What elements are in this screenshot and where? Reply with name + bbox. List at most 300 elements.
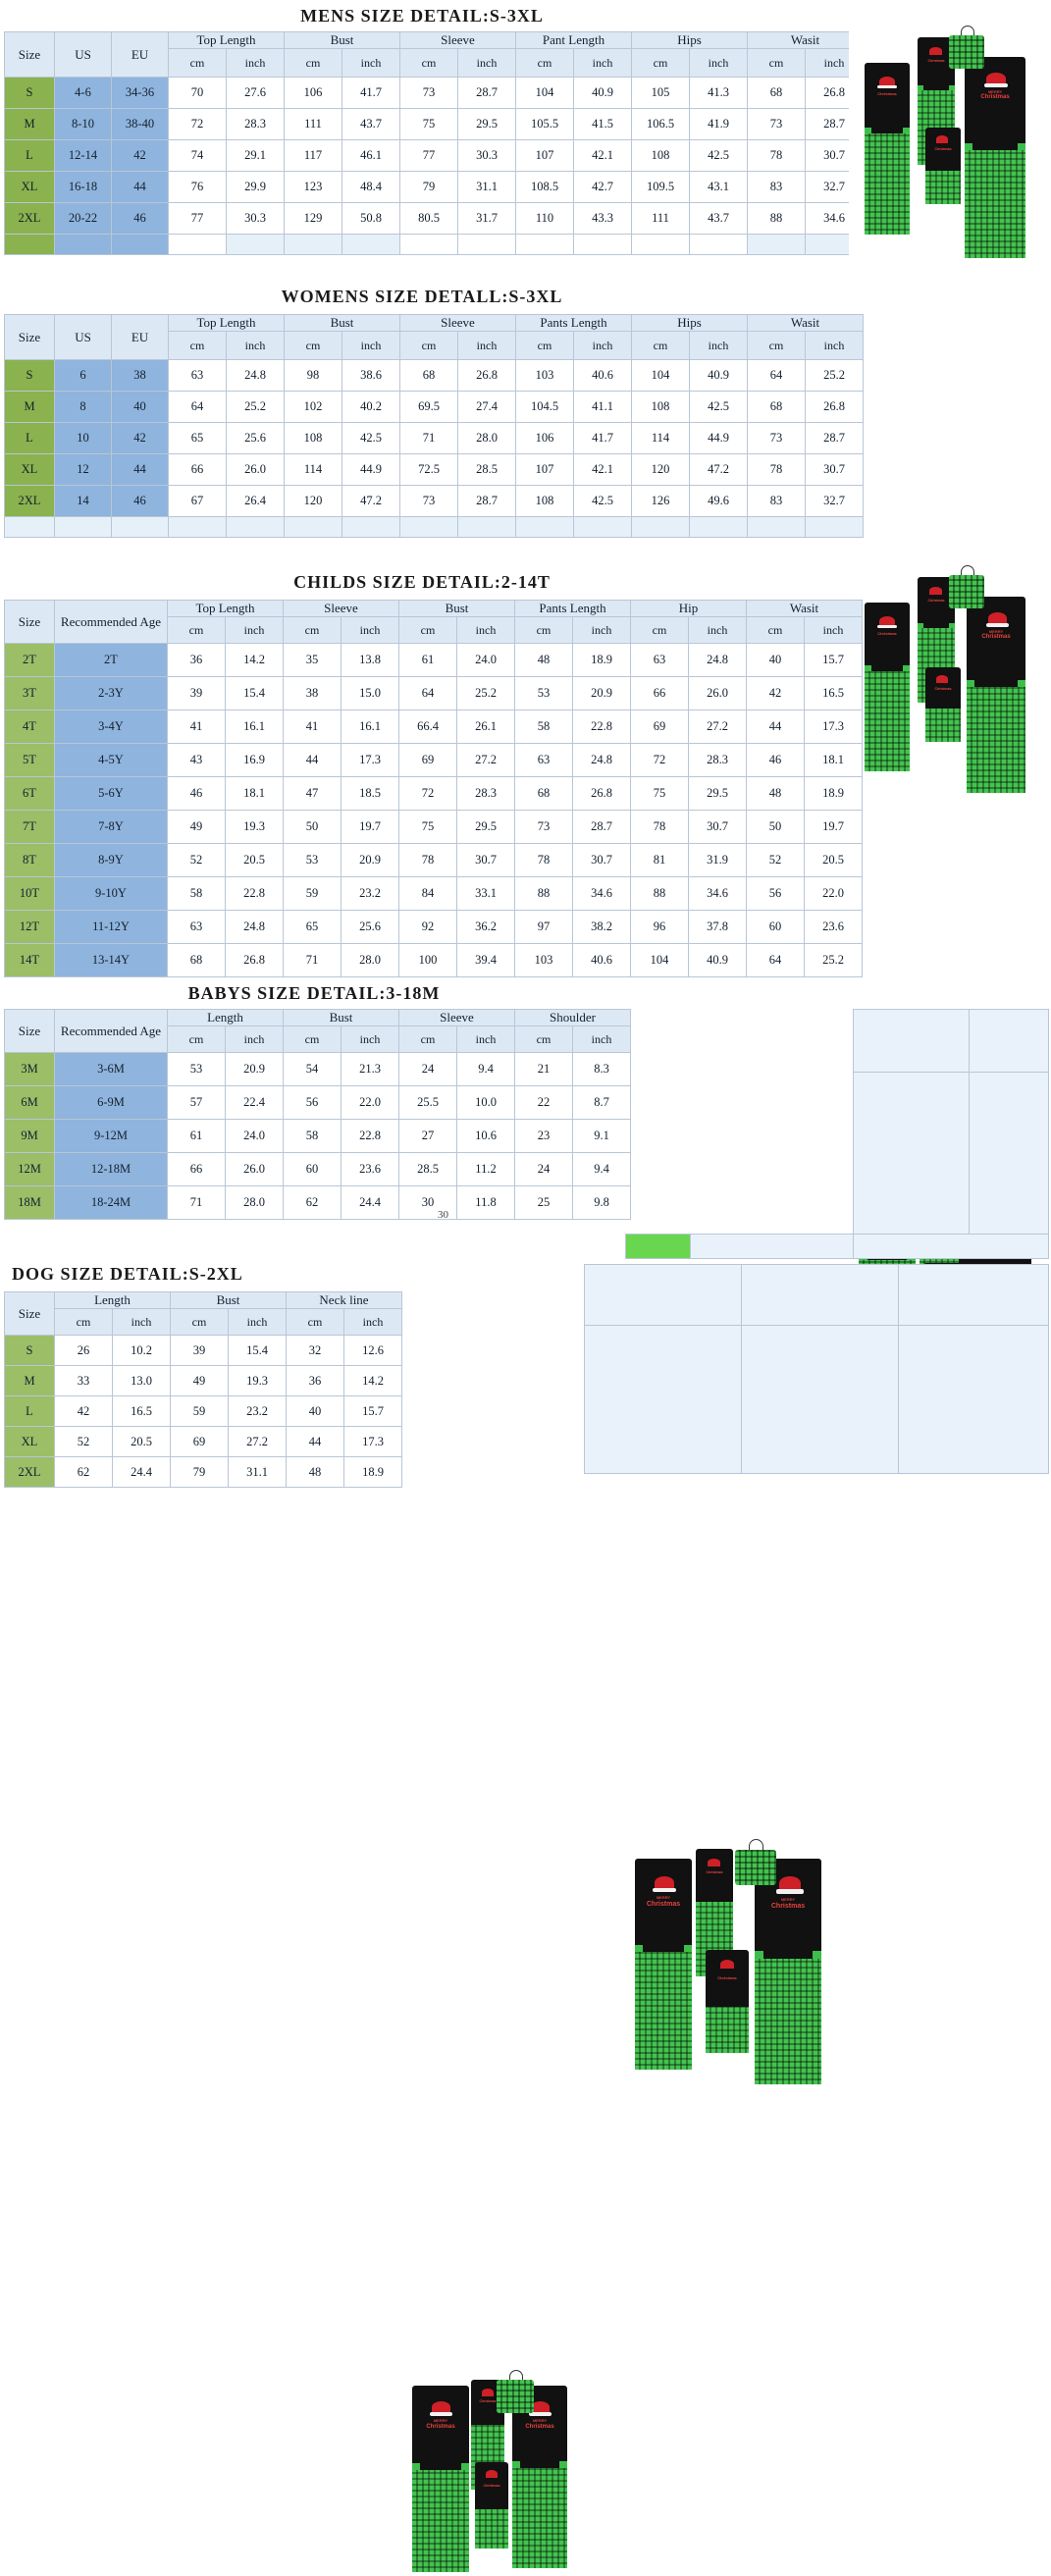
- table-unit-row: [5, 1309, 402, 1336]
- cell-size: M: [5, 392, 55, 423]
- cell-value: 30.7: [806, 140, 864, 172]
- santa-hat-print: [720, 1960, 734, 1969]
- cell-value: 50.8: [342, 203, 400, 235]
- cell-value: 32: [287, 1336, 344, 1366]
- cell-value: 71: [168, 1186, 226, 1220]
- cell-size: 2XL: [5, 486, 55, 517]
- table-header-row: [5, 1010, 631, 1026]
- cell-value: 15.7: [805, 644, 863, 677]
- filler-cell: [55, 517, 112, 538]
- cell-us: 8: [55, 392, 112, 423]
- cell-value: 111: [632, 203, 690, 235]
- cell-value: 42: [747, 677, 805, 710]
- col-top-length: Top Length: [168, 601, 284, 617]
- cell-value: 29.5: [689, 777, 747, 811]
- table-row: [5, 1427, 402, 1457]
- size-table-dog: [4, 1291, 402, 1488]
- cell-value: 24: [399, 1053, 457, 1086]
- cell-value: 33: [55, 1366, 113, 1396]
- unit-inch: inch: [806, 332, 864, 360]
- cell-us: 12: [55, 454, 112, 486]
- table-row: [5, 911, 863, 944]
- cell-value: 104.5: [516, 392, 574, 423]
- cell-value: 27.2: [229, 1427, 287, 1457]
- cell-value: 39.4: [457, 944, 515, 977]
- cell-value: 41.7: [342, 78, 400, 109]
- cell-value: 16.1: [342, 710, 399, 744]
- cell-value: 56: [747, 877, 805, 911]
- cell-value: 25.6: [342, 911, 399, 944]
- dog-pyjama-hanger: [495, 2370, 536, 2415]
- cell-value: 71: [400, 423, 458, 454]
- unit-inch: inch: [574, 332, 632, 360]
- santa-hat-print: [482, 2389, 494, 2396]
- cell-value: 21.3: [342, 1053, 399, 1086]
- cell-value: 24.4: [342, 1186, 399, 1220]
- print-text-christmas: Christmas: [717, 1975, 737, 1980]
- cell-value: 9.4: [573, 1153, 631, 1186]
- col-size: Size: [5, 32, 55, 78]
- cell-value: 78: [631, 811, 689, 844]
- sleeve-cuff: [559, 2461, 567, 2468]
- cell-value: 41.3: [690, 78, 748, 109]
- cell-value: 26.0: [226, 1153, 284, 1186]
- table-row: [5, 78, 864, 109]
- cell-value: 66: [631, 677, 689, 710]
- size-table-womens: [4, 314, 864, 538]
- unit-cm: cm: [285, 49, 342, 78]
- cell-value: 27.6: [227, 78, 285, 109]
- cell-value: 79: [171, 1457, 229, 1488]
- cell-value: 58: [284, 1120, 342, 1153]
- col-bust: Bust: [399, 601, 515, 617]
- cell-value: 14.2: [226, 644, 284, 677]
- table-row: [5, 710, 863, 744]
- cell-value: 25.2: [805, 944, 863, 977]
- filler-cell: [112, 235, 169, 255]
- cell-value: 34.6: [689, 877, 747, 911]
- cell-value: 24.8: [689, 644, 747, 677]
- unit-inch: inch: [113, 1309, 171, 1336]
- cell-value: 23.6: [805, 911, 863, 944]
- cell-value: 39: [171, 1336, 229, 1366]
- cell-value: 84: [399, 877, 457, 911]
- cell-value: 23.2: [229, 1396, 287, 1427]
- unit-cm: cm: [748, 49, 806, 78]
- cell-eu: 38-40: [112, 109, 169, 140]
- cell-value: 72: [169, 109, 227, 140]
- decorative-block: [853, 1234, 1049, 1259]
- cell-value: 28.7: [573, 811, 631, 844]
- cell-value: 48.4: [342, 172, 400, 203]
- cell-value: 48: [515, 644, 573, 677]
- print-text-christmas: Christmas: [877, 631, 897, 636]
- print-text-christmas: Christmas: [706, 1870, 723, 1874]
- pyjama-pants: [512, 2468, 567, 2568]
- cell-value: 20.9: [342, 844, 399, 877]
- cell-value: 71: [284, 944, 342, 977]
- cell-eu: 42: [112, 423, 169, 454]
- filler-cell: [748, 517, 806, 538]
- cell-value: 108: [516, 486, 574, 517]
- cell-value: 30.7: [806, 454, 864, 486]
- dog-pyjama-body: [949, 35, 984, 69]
- pyjama-pants: [475, 2509, 508, 2549]
- cell-value: 110: [516, 203, 574, 235]
- filler-cell: [169, 235, 227, 255]
- col-hips: Hips: [632, 32, 748, 49]
- decorative-block: [690, 1234, 855, 1259]
- section-title-mens: MENS SIZE DETAIL:S-3XL: [300, 6, 544, 26]
- pyjama-baby: [475, 2462, 508, 2549]
- cell-eu: 44: [112, 172, 169, 203]
- print-text-merry: MERRY: [656, 1895, 671, 1900]
- section-childs: [0, 572, 1051, 593]
- cell-value: 40.2: [342, 392, 400, 423]
- cell-size: 10T: [5, 877, 55, 911]
- cell-value: 14.2: [344, 1366, 402, 1396]
- print-text-merry: MERRY: [987, 89, 1003, 94]
- dog-pyjama-hanger: [947, 26, 986, 71]
- santa-hat-print: [779, 1876, 801, 1890]
- cell-value: 27.2: [689, 710, 747, 744]
- cell-us: 6: [55, 360, 112, 392]
- cell-value: 32.7: [806, 172, 864, 203]
- cell-value: 108.5: [516, 172, 574, 203]
- cell-us: 12-14: [55, 140, 112, 172]
- cell-value: 100: [399, 944, 457, 977]
- cell-value: 19.3: [229, 1366, 287, 1396]
- col-wasit: Wasit: [748, 315, 864, 332]
- cell-value: 73: [748, 109, 806, 140]
- cell-value: 97: [515, 911, 573, 944]
- cell-value: 62: [55, 1457, 113, 1488]
- unit-cm: cm: [632, 49, 690, 78]
- unit-inch: inch: [574, 49, 632, 78]
- decorative-block: [969, 1009, 1049, 1074]
- cell-value: 88: [631, 877, 689, 911]
- cell-value: 44.9: [342, 454, 400, 486]
- cell-value: 28.7: [806, 109, 864, 140]
- print-text-christmas: Christmas: [927, 59, 945, 63]
- sleeve-cuff: [684, 1945, 692, 1952]
- cell-value: 28.0: [458, 423, 516, 454]
- cell-value: 25.2: [806, 360, 864, 392]
- cell-value: 61: [399, 644, 457, 677]
- col-size: Size: [5, 315, 55, 360]
- decorative-block: [741, 1325, 900, 1474]
- filler-cell: [690, 517, 748, 538]
- cell-size: 2XL: [5, 1457, 55, 1488]
- col-size: Size: [5, 1292, 55, 1336]
- cell-value: 29.5: [458, 109, 516, 140]
- cell-value: 27: [399, 1120, 457, 1153]
- cell-value: 40: [747, 644, 805, 677]
- cell-value: 26.8: [806, 392, 864, 423]
- table-row: [5, 203, 864, 235]
- cell-value: 49: [168, 811, 226, 844]
- cell-value: 24.8: [573, 744, 631, 777]
- sleeve-cuff: [1018, 680, 1025, 687]
- cell-value: 26.8: [458, 360, 516, 392]
- cell-value: 105: [632, 78, 690, 109]
- hat-band-print: [430, 2412, 452, 2416]
- table-row: [5, 1120, 631, 1153]
- pyjama-baby: [706, 1950, 749, 2053]
- cell-value: 16.5: [805, 677, 863, 710]
- unit-cm: cm: [169, 49, 227, 78]
- cell-value: 28.5: [458, 454, 516, 486]
- table-row: [5, 486, 864, 517]
- pyjama-pants: [965, 150, 1025, 258]
- col-bust: Bust: [284, 1010, 399, 1026]
- unit-cm: cm: [399, 617, 457, 644]
- sleeve-cuff: [461, 2463, 469, 2470]
- table-row: [5, 109, 864, 140]
- table-row: [5, 172, 864, 203]
- cell-value: 66: [169, 454, 227, 486]
- cell-value: 26.8: [226, 944, 284, 977]
- table-header-row: [5, 601, 863, 617]
- santa-hat-print: [486, 2470, 498, 2478]
- table-filler-row: [5, 235, 864, 255]
- table-row: [5, 1186, 631, 1220]
- unit-inch: inch: [690, 49, 748, 78]
- cell-value: 83: [748, 172, 806, 203]
- unit-inch: inch: [457, 617, 515, 644]
- cell-value: 31.1: [458, 172, 516, 203]
- cell-value: 26.0: [227, 454, 285, 486]
- print-text-christmas: Christmas: [927, 599, 945, 603]
- cell-age: 2T: [55, 644, 168, 677]
- cell-size: S: [5, 1336, 55, 1366]
- cell-value: 129: [285, 203, 342, 235]
- cell-size: M: [5, 109, 55, 140]
- cell-age: 8-9Y: [55, 844, 168, 877]
- cell-value: 70: [169, 78, 227, 109]
- cell-value: 68: [515, 777, 573, 811]
- cell-eu: 46: [112, 203, 169, 235]
- cell-value: 104: [632, 360, 690, 392]
- filler-cell: [227, 517, 285, 538]
- cell-value: 40.9: [689, 944, 747, 977]
- cell-age: 7-8Y: [55, 811, 168, 844]
- table-row: [5, 1366, 402, 1396]
- col-sleeve: Sleeve: [400, 315, 516, 332]
- pyjama-pants: [635, 1952, 692, 2070]
- filler-cell: [342, 517, 400, 538]
- cell-value: 49: [171, 1366, 229, 1396]
- col-recommended-age: Recommended Age: [55, 1010, 168, 1053]
- cell-value: 24.4: [113, 1457, 171, 1488]
- cell-value: 75: [631, 777, 689, 811]
- filler-cell: [55, 235, 112, 255]
- cell-value: 38.2: [573, 911, 631, 944]
- cell-age: 12-18M: [55, 1153, 168, 1186]
- unit-inch: inch: [458, 332, 516, 360]
- cell-value: 27.4: [458, 392, 516, 423]
- cell-value: 103: [516, 360, 574, 392]
- cell-value: 56: [284, 1086, 342, 1120]
- dog-pyjama-body: [497, 2380, 534, 2413]
- print-text-christmas: Christmas: [479, 2399, 497, 2403]
- unit-cm: cm: [400, 49, 458, 78]
- cell-value: 42.1: [574, 454, 632, 486]
- table-row: [5, 140, 864, 172]
- cell-value: 77: [169, 203, 227, 235]
- filler-cell: [169, 517, 227, 538]
- cell-value: 22.0: [805, 877, 863, 911]
- table-row: [5, 644, 863, 677]
- cell-value: 24.0: [226, 1120, 284, 1153]
- col-eu: EU: [112, 315, 169, 360]
- filler-cell: [285, 235, 342, 255]
- cell-value: 11.2: [457, 1153, 515, 1186]
- col-top-length: Top Length: [169, 32, 285, 49]
- cell-value: 108: [632, 392, 690, 423]
- cell-value: 29.9: [227, 172, 285, 203]
- cell-value: 126: [632, 486, 690, 517]
- cell-value: 24.8: [227, 360, 285, 392]
- cell-value: 16.9: [226, 744, 284, 777]
- section-title-babys: BABYS SIZE DETAIL:3-18M: [187, 983, 441, 1003]
- cell-value: 26.8: [573, 777, 631, 811]
- cell-value: 16.1: [226, 710, 284, 744]
- cell-value: 64: [399, 677, 457, 710]
- cell-age: 4-5Y: [55, 744, 168, 777]
- col-top-length: Top Length: [169, 315, 285, 332]
- filler-cell: [748, 235, 806, 255]
- cell-value: 30.3: [227, 203, 285, 235]
- print-text-christmas: Christmas: [770, 1903, 806, 1910]
- cell-size: L: [5, 140, 55, 172]
- cell-value: 44: [747, 710, 805, 744]
- cell-value: 64: [748, 360, 806, 392]
- dog-pyjama-hanger: [733, 1839, 778, 1888]
- cell-value: 107: [516, 454, 574, 486]
- col-bust: Bust: [285, 32, 400, 49]
- cell-value: 41.7: [574, 423, 632, 454]
- unit-cm: cm: [748, 332, 806, 360]
- cell-value: 8.3: [573, 1053, 631, 1086]
- unit-inch: inch: [344, 1309, 402, 1336]
- cell-value: 23: [515, 1120, 573, 1153]
- product-photo-dog: [402, 2368, 589, 2576]
- cell-age: 5-6Y: [55, 777, 168, 811]
- hat-band-print: [653, 1888, 676, 1892]
- unit-inch: inch: [689, 617, 747, 644]
- col-pants-length: Pants Length: [516, 315, 632, 332]
- cell-value: 105.5: [516, 109, 574, 140]
- cell-value: 41: [284, 710, 342, 744]
- cell-value: 26.4: [227, 486, 285, 517]
- filler-cell: [516, 517, 574, 538]
- cell-value: 108: [285, 423, 342, 454]
- unit-cm: cm: [516, 49, 574, 78]
- cell-value: 28.5: [399, 1153, 457, 1186]
- print-text-merry: MERRY: [780, 1897, 796, 1902]
- filler-cell: [227, 235, 285, 255]
- cell-value: 67: [169, 486, 227, 517]
- pyjama-pants: [967, 687, 1025, 793]
- print-text-christmas: Christmas: [934, 147, 952, 151]
- cell-value: 25.2: [457, 677, 515, 710]
- filler-cell: [400, 517, 458, 538]
- col-neck-line: Neck line: [287, 1292, 402, 1309]
- cell-value: 29.1: [227, 140, 285, 172]
- unit-inch: inch: [226, 617, 284, 644]
- cell-value: 80.5: [400, 203, 458, 235]
- col-bust: Bust: [285, 315, 400, 332]
- pyjama-baby: [925, 667, 961, 742]
- col-hips: Hips: [632, 315, 748, 332]
- cell-value: 23.2: [342, 877, 399, 911]
- cell-value: 22.8: [573, 710, 631, 744]
- cell-size: XL: [5, 172, 55, 203]
- unit-cm: cm: [399, 1026, 457, 1053]
- unit-cm: cm: [168, 617, 226, 644]
- col-sleeve: Sleeve: [399, 1010, 515, 1026]
- cell-value: 22: [515, 1086, 573, 1120]
- table-row: [5, 677, 863, 710]
- table-wrap-womens: [4, 314, 864, 538]
- cell-size: 8T: [5, 844, 55, 877]
- cell-value: 59: [171, 1396, 229, 1427]
- print-text-merry: MERRY: [988, 629, 1004, 634]
- pyjama-adult-male: [755, 1859, 821, 2084]
- cell-value: 53: [168, 1053, 226, 1086]
- table-header-row: [5, 1292, 402, 1309]
- cell-value: 26.0: [689, 677, 747, 710]
- cell-value: 73: [400, 486, 458, 517]
- cell-value: 48: [747, 777, 805, 811]
- cell-value: 42.5: [690, 392, 748, 423]
- col-size: Size: [5, 601, 55, 644]
- cell-value: 114: [285, 454, 342, 486]
- cell-value: 73: [515, 811, 573, 844]
- unit-inch: inch: [805, 617, 863, 644]
- cell-value: 46.1: [342, 140, 400, 172]
- cell-value: 25.2: [227, 392, 285, 423]
- unit-inch: inch: [229, 1309, 287, 1336]
- cell-value: 50: [747, 811, 805, 844]
- cell-value: 62: [284, 1186, 342, 1220]
- unit-inch: inch: [227, 49, 285, 78]
- cell-value: 98: [285, 360, 342, 392]
- decorative-block: [898, 1325, 1049, 1474]
- pyjama-adult-male: [967, 597, 1025, 793]
- cell-value: 18.9: [573, 644, 631, 677]
- cell-value: 42: [55, 1396, 113, 1427]
- cell-value: 18.1: [805, 744, 863, 777]
- col-sleeve: Sleeve: [400, 32, 516, 49]
- cell-value: 41.1: [574, 392, 632, 423]
- cell-value: 63: [631, 644, 689, 677]
- unit-inch: inch: [806, 49, 864, 78]
- cell-size: 7T: [5, 811, 55, 844]
- table-header-row: [5, 315, 864, 332]
- unit-cm: cm: [287, 1309, 344, 1336]
- cell-size: 14T: [5, 944, 55, 977]
- product-photo-womens: [849, 559, 1045, 800]
- cell-size: 12M: [5, 1153, 55, 1186]
- cell-value: 9.8: [573, 1186, 631, 1220]
- filler-cell: [285, 517, 342, 538]
- page-number: 30: [438, 1209, 448, 1221]
- cell-size: 18M: [5, 1186, 55, 1220]
- cell-value: 28.3: [227, 109, 285, 140]
- cell-value: 120: [285, 486, 342, 517]
